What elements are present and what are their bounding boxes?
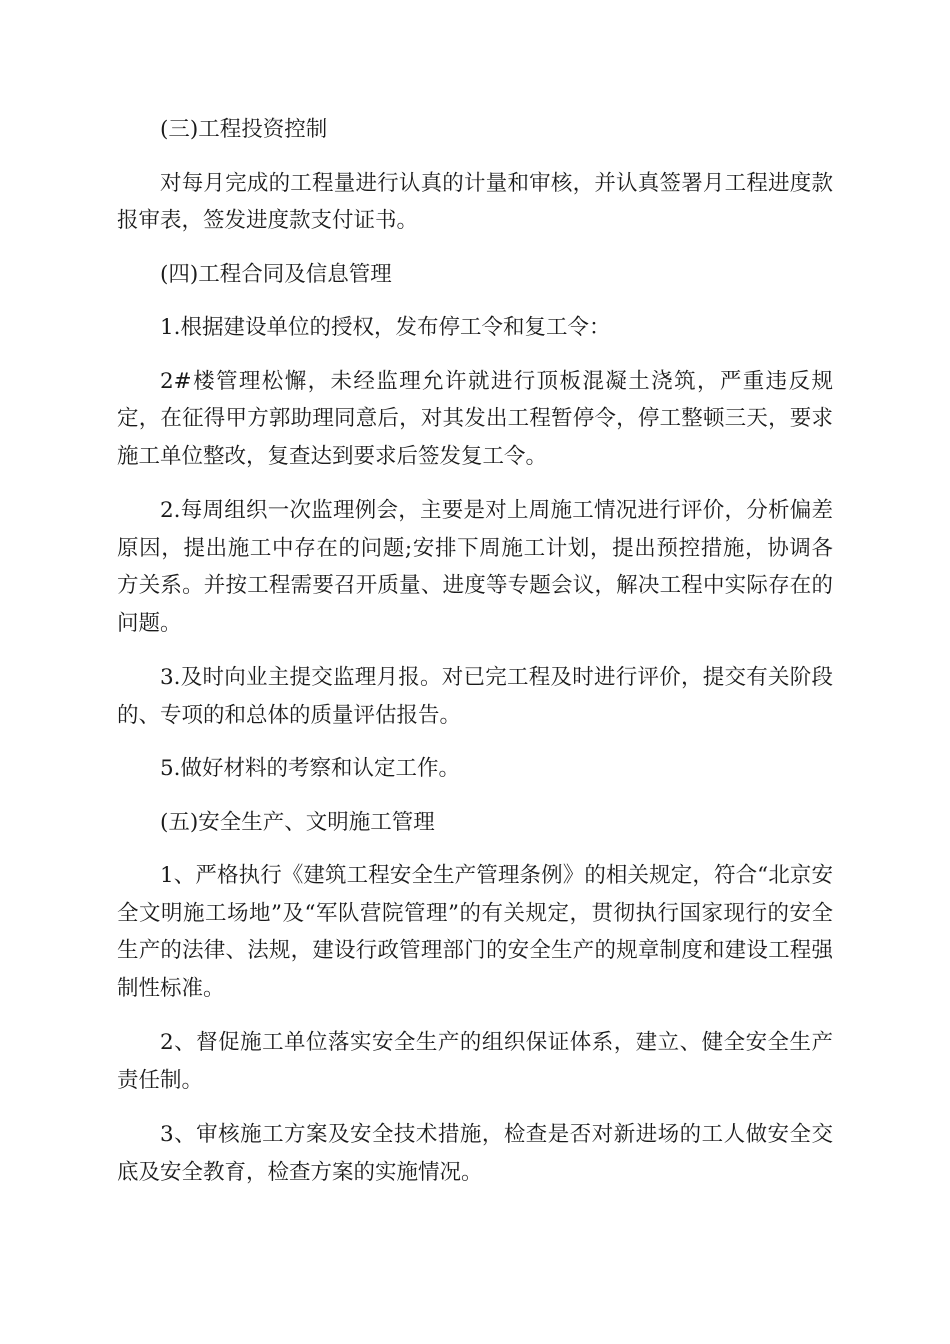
paragraph-safety-regulations: 1、严格执行《建筑工程安全生产管理条例》的相关规定，符合“北京安全文明施工场地”及“军队营院管理”的有关规定，贯彻执行国家现行的安全生产的法律、法规，建设行政管理部门的安全生产的规章制度和建设工程强制性标准。 — [117, 863, 833, 1001]
paragraph-monthly-measurement: 对每月完成的工程量进行认真的计量和审核，并认真签署月工程进度款报审表，签发进度款支付证书。 — [117, 170, 833, 233]
paragraph-material-inspection: 5.做好材料的考察和认定工作。 — [160, 756, 461, 781]
paragraph-monthly-report: 3.及时向业主提交监理月报。对已完工程及时进行评价，提交有关阶段的、专项的和总体的质量评估报告。 — [117, 665, 833, 728]
paragraph-safety-system: 2、督促施工单位落实安全生产的组织保证体系，建立、健全安全生产责任制。 — [117, 1030, 833, 1093]
section-heading-safety-management: (五)安全生产、文明施工管理 — [160, 809, 435, 835]
section-heading-investment-control: (三)工程投资控制 — [160, 117, 328, 142]
paragraph-building-2-incident: 2#楼管理松懈，未经监理允许就进行顶板混凝土浇筑，严重违反规定，在征得甲方郭助理同意后，对其发出工程暂停令，停工整顿三天，要求施工单位整改，复查达到要求后签发复工令。 — [117, 368, 833, 469]
paragraph-weekly-meeting: 2.每周组织一次监理例会，主要是对上周施工情况进行评价，分析偏差原因，提出施工中存在的问题;安排下周施工计划，提出预控措施，协调各方关系。并按工程需要召开质量、进度等专题会议，解决工程中实际存在的问题。 — [117, 498, 833, 636]
section-heading-contract-info: (四)工程合同及信息管理 — [160, 261, 392, 287]
paragraph-stop-resume-orders: 1.根据建设单位的授权，发布停工令和复工令： — [160, 315, 611, 340]
paragraph-construction-plan-review: 3、审核施工方案及安全技术措施，检查是否对新进场的工人做安全交底及安全教育，检查方案的实施情况。 — [117, 1122, 833, 1185]
document-body — [117, 111, 833, 1191]
